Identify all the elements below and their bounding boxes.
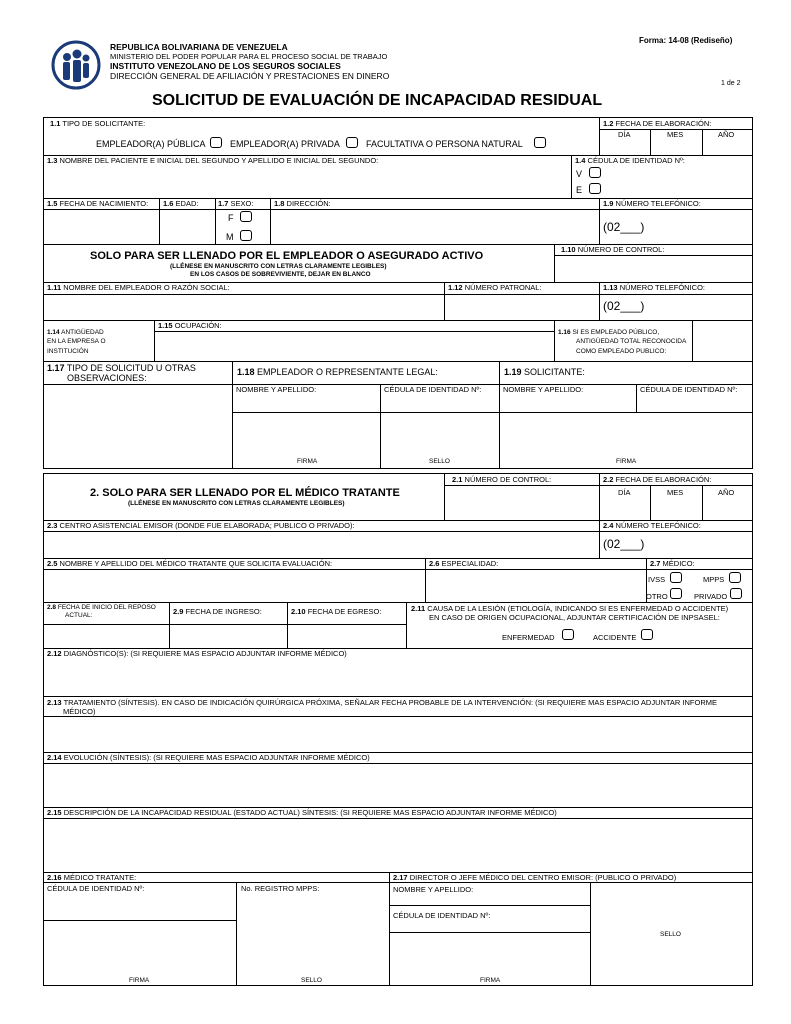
field-2-10-label: 2.10 FECHA DE EGRESO: (291, 607, 382, 616)
field-1-3-label: 1.3 NOMBRE DEL PACIENTE E INICIAL DEL SEGUNDO Y APELLIDO E INICIAL DEL SEGUNDO: (47, 156, 379, 165)
option-facultativa-label: FACULTATIVA O PERSONA NATURAL (366, 139, 523, 149)
empleador-publica-checkbox[interactable] (210, 137, 222, 148)
director-name-label: NOMBRE Y APELLIDO: (393, 885, 474, 894)
field-2-8-label: 2.8 FECHA DE INICIO DEL REPOSO ACTUAL: (47, 604, 156, 620)
field-2-13-label: 2.13 TRATAMIENTO (SÍNTESIS). EN CASO DE INDICACIÓN QUIRÚRGICA PRÓXIMA, SEÑALAR FECHA PROBABLE DE LA INTERVENCIÓN: (SI REQUIERE MAS ESPACIO ADJUNTAR INFORME MÉDICO) (47, 698, 718, 717)
field-1-18-label: 1.18 EMPLEADOR O REPRESENTANTE LEGAL: (237, 367, 438, 377)
field-2-16-label: 2.16 MÉDICO TRATANTE: (47, 873, 137, 882)
field-1-10-label: 1.10 NÚMERO DE CONTROL: (561, 245, 665, 254)
field-1-12-label: 1.12 NÚMERO PATRONAL: (448, 283, 542, 292)
incapacidad-input[interactable] (46, 820, 750, 870)
sexo-f-label: F (228, 213, 234, 223)
director-ci-label: CÉDULA DE IDENTIDAD Nº: (393, 911, 491, 920)
field-2-17-label: 2.17 DIRECTOR O JEFE MÉDICO DEL CENTRO EMISOR: (PUBLICO O PRIVADO) (393, 873, 677, 882)
date-day-label: DÍA (618, 130, 631, 139)
facultativa-checkbox[interactable] (534, 137, 546, 148)
field-1-15-label: 1.15 OCUPACIÓN: (158, 321, 222, 330)
form-code: Forma: 14-08 (Rediseño) (639, 36, 733, 45)
medico-otro-label: OTRO (646, 592, 668, 601)
field-1-19-label: 1.19 SOLICITANTE: (504, 367, 585, 377)
header-line-republica: REPUBLICA BOLIVARIANA DE VENEZUELA (110, 42, 288, 52)
field-1-2-label: 1.2 FECHA DE ELABORACIÓN: (603, 119, 712, 128)
medico-ivss-checkbox[interactable] (670, 572, 682, 583)
field-1-5-label: 1.5 FECHA DE NACIMIENTO: (47, 199, 149, 208)
doctor-mpps-registry-label: No. REGISTRO MPPS: (241, 884, 320, 893)
medico-privado-label: PRIVADO (694, 592, 728, 601)
field-1-9-label: 1.9 NÚMERO TELEFÓNICO: (603, 199, 701, 208)
causa-accidente-checkbox[interactable] (641, 629, 653, 640)
causa-enfermedad-checkbox[interactable] (562, 629, 574, 640)
cedula-v-checkbox[interactable] (589, 167, 601, 178)
diagnostico-input[interactable] (46, 660, 750, 694)
option-empleador-publica-label: EMPLEADOR(A) PÚBLICA (96, 139, 206, 149)
employer-section-title: SOLO PARA SER LLENADO POR EL EMPLEADOR O ASEGURADO ACTIVO (90, 250, 484, 262)
header-line-ministerio: MINISTERIO DEL PODER POPULAR PARA EL PROCESO SOCIAL DE TRABAJO (110, 52, 388, 61)
medico-otro-checkbox[interactable] (670, 588, 682, 599)
empleador-privada-checkbox[interactable] (346, 137, 358, 148)
date-year-label: AÑO (718, 130, 735, 139)
field-1-16-label: 1.16 SI ES EMPLEADO PÚBLICO, ANTIGÜEDAD TOTAL RECONOCIDA COMO EMPLEADO PUBLICO: (558, 329, 687, 355)
cedula-e-checkbox[interactable] (589, 183, 601, 194)
field-2-15-label: 2.15 DESCRIPCIÓN DE LA INCAPACIDAD RESIDUAL (ESTADO ACTUAL) SÍNTESIS: (SI REQUIERE MAS ESPACIO ADJUNTAR INFORME MÉDICO) (47, 808, 557, 817)
phone-2-4-prefix: (02___) (603, 537, 645, 551)
field-1-11-label: 1.11 NOMBRE DEL EMPLEADOR O RAZÓN SOCIAL: (47, 283, 230, 292)
date2-year-label: AÑO (718, 488, 735, 497)
field-1-7-label: 1.7 SEXO: (218, 199, 254, 208)
field-2-11-label: 2.11 CAUSA DE LA LESIÓN (ETIOLOGÍA, INDICANDO SI ES ENFERMEDAD O ACCIDENTE) EN CASO DE ORIGEN OCUPACIONAL, ADJUNTAR CERTIFICACIÓN DE INPSASEL: (411, 604, 729, 623)
employer-stamp-label: SELLO (429, 458, 450, 465)
applicant-name-label: NOMBRE Y APELLIDO: (503, 385, 584, 394)
field-2-6-label: 2.6 ESPECIALIDAD: (429, 559, 499, 568)
sexo-m-checkbox[interactable] (240, 230, 252, 241)
causa-enfermedad-label: ENFERMEDAD (502, 633, 555, 642)
employer-section-note-2: EN LOS CASOS DE SOBREVIVIENTE, DEJAR EN BLANCO (190, 271, 371, 278)
date2-day-label: DÍA (618, 488, 631, 497)
header-line-direccion: DIRECCIÓN GENERAL DE AFILIACIÓN Y PRESTACIONES EN DINERO (110, 71, 390, 81)
doctor-stamp-label: SELLO (301, 977, 322, 984)
field-1-17-label: 1.17 TIPO DE SOLICITUD U OTRAS OBSERVACIONES: (47, 363, 196, 384)
page-number: 1 de 2 (721, 80, 741, 87)
field-2-7-label: 2.7 MÉDICO: (650, 559, 695, 568)
sexo-m-label: M (226, 232, 234, 242)
doctor-signature-label: FIRMA (129, 977, 150, 984)
doctor-ci-label: CÉDULA DE IDENTIDAD Nº: (47, 884, 145, 893)
field-2-12-label: 2.12 DIAGNÓSTICO(S): (SI REQUIERE MAS ESPACIO ADJUNTAR INFORME MÉDICO) (47, 649, 347, 658)
field-2-5-label: 2.5 NOMBRE Y APELLIDO DEL MÉDICO TRATANTE QUE SOLICITA EVALUACIÓN: (47, 559, 333, 568)
cedula-v-label: V (576, 169, 583, 179)
header-line-instituto: INSTITUTO VENEZOLANO DE LOS SEGUROS SOCIALES (110, 61, 341, 71)
medico-mpps-label: MPPS (703, 575, 725, 584)
field-1-8-label: 1.8 DIRECCIÓN: (274, 199, 331, 208)
medico-mpps-checkbox[interactable] (729, 572, 741, 583)
cedula-e-label: E (576, 185, 583, 195)
patient-name-input[interactable] (46, 166, 568, 196)
field-1-4-label: 1.4 CÉDULA DE IDENTIDAD Nº: (575, 156, 685, 165)
director-stamp-label: SELLO (660, 931, 681, 938)
applicant-ci-label: CÉDULA DE IDENTIDAD Nº: (640, 385, 738, 394)
field-2-4-label: 2.4 NÚMERO TELEFÓNICO: (603, 521, 701, 530)
director-signature-label: FIRMA (480, 977, 501, 984)
employer-signature-label: FIRMA (297, 458, 318, 465)
field-2-3-label: 2.3 CENTRO ASISTENCIAL EMISOR (DONDE FUE ELABORADA; PUBLICO O PRIVADO): (47, 521, 355, 530)
sexo-f-checkbox[interactable] (240, 211, 252, 222)
field-1-1-label: 1.1 TIPO DE SOLICITANTE: (50, 119, 146, 128)
doctor-section-note: (LLÉNESE EN MANUSCRITO CON LETRAS CLARAMENTE LEGIBLES) (128, 500, 345, 507)
employer-ci-label: CÉDULA DE IDENTIDAD Nº: (384, 385, 482, 394)
field-2-14-label: 2.14 EVOLUCIÓN (SÍNTESIS): (SI REQUIERE MAS ESPACIO ADJUNTAR INFORME MÉDICO) (47, 753, 370, 762)
evolucion-input[interactable] (46, 765, 750, 805)
phone-1-9-prefix: (02___) (603, 220, 645, 234)
field-2-1-label: 2.1 NÚMERO DE CONTROL: (452, 475, 552, 484)
field-1-13-label: 1.13 NÚMERO TELEFÓNICO: (603, 283, 705, 292)
option-empleador-privada-label: EMPLEADOR(A) PRIVADA (230, 139, 340, 149)
field-1-6-label: 1.6 EDAD: (163, 199, 199, 208)
ivss-logo (50, 40, 102, 90)
date-month-label: MES (667, 130, 684, 139)
medico-privado-checkbox[interactable] (730, 588, 742, 599)
form-title: SOLICITUD DE EVALUACIÓN DE INCAPACIDAD RESIDUAL (152, 92, 603, 109)
employer-name-label: NOMBRE Y APELLIDO: (236, 385, 317, 394)
field-2-2-label: 2.2 FECHA DE ELABORACIÓN: (603, 475, 712, 484)
phone-1-13-prefix: (02___) (603, 299, 645, 313)
tratamiento-input[interactable] (46, 718, 750, 750)
applicant-signature-label: FIRMA (616, 458, 637, 465)
employer-section-note-1: (LLÉNESE EN MANUSCRITO CON LETRAS CLARAMENTE LEGIBLES) (170, 263, 387, 270)
field-2-9-label: 2.9 FECHA DE INGRESO: (173, 607, 262, 616)
date2-month-label: MES (667, 488, 684, 497)
doctor-section-title: 2. SOLO PARA SER LLENADO POR EL MÉDICO TRATANTE (90, 487, 400, 499)
field-1-14-label: 1.14 ANTIGÜEDAD EN LA EMPRESA O INSTITUCIÓN (47, 329, 106, 355)
medico-ivss-label: IVSS (648, 575, 666, 584)
causa-accidente-label: ACCIDENTE (593, 633, 637, 642)
